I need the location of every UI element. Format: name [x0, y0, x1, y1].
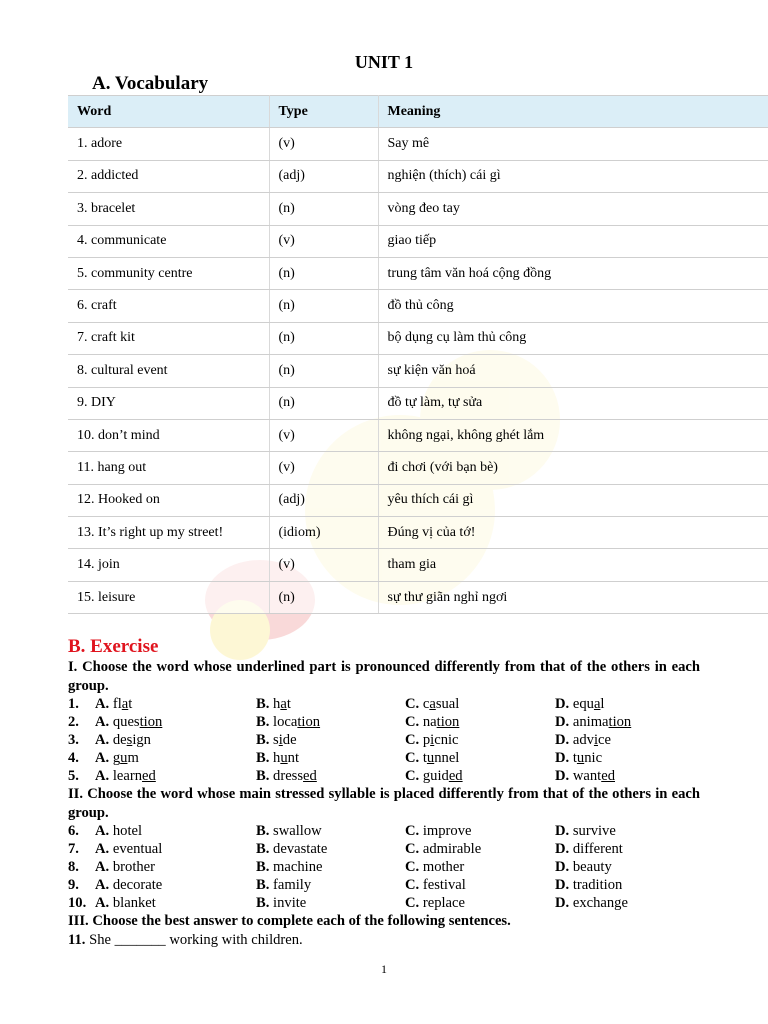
option-letter: B. [256, 877, 270, 893]
option-word: tradition [572, 877, 623, 893]
answer-option[interactable] [256, 731, 297, 749]
option-letter: B. [256, 895, 270, 911]
option-letter: A. [95, 841, 110, 857]
table-row [68, 128, 768, 160]
underlined-part: u [280, 750, 288, 766]
word-part: h [273, 696, 281, 712]
answer-option[interactable] [256, 894, 306, 912]
answer-option[interactable] [95, 840, 162, 858]
vocab-word: 2. addicted [68, 160, 269, 192]
option-letter: D. [555, 768, 570, 784]
question-number: 4. [68, 750, 79, 766]
answer-option[interactable] [555, 767, 615, 785]
word-part: nt [287, 750, 299, 766]
option-letter: C. [405, 696, 420, 712]
option-letter: B. [256, 750, 270, 766]
table-header-row [68, 96, 768, 128]
question-row [68, 894, 708, 912]
vocab-word: 12. Hooked on [68, 484, 269, 516]
option-letter: B. [256, 732, 270, 748]
option-letter: A. [95, 859, 110, 875]
option-letter: D. [555, 714, 570, 730]
option-word: blanket [112, 895, 156, 911]
word-part: nic [584, 750, 603, 766]
vocab-word: 5. community centre [68, 257, 269, 289]
word-part: adv [572, 732, 594, 748]
vocab-word: 8. cultural event [68, 355, 269, 387]
question-number: 7. [68, 841, 79, 857]
word-part: nnel [434, 750, 460, 766]
question-row [68, 749, 708, 767]
vocab-word: 7. craft kit [68, 322, 269, 354]
word-part: ce [598, 732, 611, 748]
column-header-type: Type [269, 96, 378, 128]
option-letter: D. [555, 877, 570, 893]
vocab-word: 3. bracelet [68, 193, 269, 225]
answer-option[interactable] [405, 713, 459, 731]
option-letter: D. [555, 696, 570, 712]
page-number: 1 [381, 962, 387, 976]
underlined-part: ed [142, 768, 156, 784]
table-row [68, 257, 768, 289]
vocabulary-heading: A. Vocabulary [92, 73, 209, 94]
vocab-type: (n) [269, 257, 378, 289]
vocab-type: (v) [269, 225, 378, 257]
underlined-part: u [120, 750, 128, 766]
answer-option[interactable] [256, 713, 320, 731]
option-letter: A. [95, 877, 110, 893]
option-letter: A. [95, 732, 110, 748]
vocab-type: (v) [269, 549, 378, 581]
question-number: 9. [68, 877, 79, 893]
question-number: 6. [68, 823, 79, 839]
word-part: c [422, 696, 430, 712]
vocab-meaning: không ngại, không ghét lắm [378, 419, 768, 451]
answer-option[interactable] [256, 749, 299, 767]
vocab-type: (idiom) [269, 517, 378, 549]
word-part: equ [572, 696, 594, 712]
word-part: h [273, 750, 281, 766]
option-letter: C. [405, 768, 420, 784]
answer-option[interactable] [95, 876, 162, 894]
option-letter: B. [256, 823, 270, 839]
vocab-word: 6. craft [68, 290, 269, 322]
option-word: mother [422, 859, 465, 875]
vocab-meaning: trung tâm văn hoá cộng đồng [378, 257, 768, 289]
answer-option[interactable] [256, 840, 327, 858]
answer-option[interactable] [405, 767, 463, 785]
option-letter: C. [405, 732, 420, 748]
option-letter: D. [555, 750, 570, 766]
page-title: UNIT 1 [354, 52, 414, 72]
question-number: 10. [68, 895, 87, 911]
underlined-part: u [426, 750, 435, 766]
underlined-part: tion [297, 714, 321, 730]
option-letter: D. [555, 732, 570, 748]
question-text: She _______ working with children. [89, 932, 303, 948]
answer-option[interactable] [256, 767, 317, 785]
underlined-part: ed [448, 768, 463, 784]
vocab-meaning: Say mê [378, 128, 768, 160]
vocab-meaning: Đúng vị của tớ! [378, 517, 768, 549]
option-letter: A. [95, 768, 110, 784]
underlined-part: i [278, 732, 283, 748]
question-row [68, 840, 708, 858]
word-part: g [112, 750, 121, 766]
option-letter: C. [405, 877, 420, 893]
section-2-instruction: II. Choose the word whose main stressed syllable is placed differently from that of the others in each group. [68, 786, 700, 821]
underlined-part: a [593, 696, 601, 712]
table-row [68, 419, 768, 451]
option-word: admirable [422, 841, 482, 857]
vocab-type: (n) [269, 322, 378, 354]
answer-option[interactable] [555, 713, 631, 731]
table-row [68, 549, 768, 581]
underlined-part: a [429, 696, 436, 712]
option-letter: D. [555, 841, 570, 857]
option-letter: A. [95, 750, 110, 766]
column-header-meaning: Meaning [378, 96, 768, 128]
word-part: anima [572, 714, 609, 730]
option-letter: D. [555, 823, 570, 839]
word-part: learn [112, 768, 143, 784]
vocab-meaning: đồ thủ công [378, 290, 768, 322]
question-row [68, 767, 708, 785]
word-part: guid [422, 768, 449, 784]
answer-option[interactable] [405, 840, 481, 858]
option-letter: B. [256, 841, 270, 857]
option-letter: B. [256, 768, 270, 784]
answer-option[interactable] [95, 822, 142, 840]
vocab-word: 11. hang out [68, 452, 269, 484]
answer-option[interactable] [405, 749, 459, 767]
question-row [68, 731, 708, 749]
option-word: festival [422, 877, 466, 893]
table-row [68, 193, 768, 225]
table-row [68, 581, 768, 613]
table-row [68, 355, 768, 387]
vocab-meaning: bộ dụng cụ làm thủ công [378, 322, 768, 354]
option-letter: D. [555, 895, 570, 911]
word-part: dress [273, 768, 304, 784]
underlined-part: tion [436, 714, 460, 730]
underlined-part: i [430, 732, 435, 748]
vocab-type: (adj) [269, 160, 378, 192]
vocab-meaning: đồ tự làm, tự sửa [378, 387, 768, 419]
word-part: loca [273, 714, 298, 730]
word-part: fl [112, 696, 122, 712]
answer-option[interactable] [555, 858, 612, 876]
answer-option[interactable] [555, 822, 616, 840]
answer-option[interactable] [405, 876, 466, 894]
question-row [68, 695, 708, 713]
option-letter: A. [95, 895, 110, 911]
option-word: beauty [572, 859, 612, 875]
answer-option[interactable] [95, 713, 162, 731]
answer-option[interactable] [256, 876, 311, 894]
vocab-type: (n) [269, 581, 378, 613]
answer-option[interactable] [95, 695, 132, 713]
table-row [68, 225, 768, 257]
word-part: ign [132, 732, 151, 748]
underlined-part: i [593, 732, 598, 748]
question-number: 2. [68, 714, 79, 730]
vocab-meaning: tham gia [378, 549, 768, 581]
answer-option[interactable] [405, 731, 459, 749]
option-letter: C. [405, 859, 420, 875]
table-row [68, 160, 768, 192]
underlined-part: tion [139, 714, 163, 730]
option-letter: D. [555, 859, 570, 875]
table-row [68, 322, 768, 354]
column-header-word: Word [68, 96, 269, 128]
word-part: p [422, 732, 431, 748]
word-part: t [572, 750, 577, 766]
option-word: improve [422, 823, 472, 839]
answer-option[interactable] [95, 767, 156, 785]
answer-option[interactable] [555, 731, 611, 749]
option-letter: B. [256, 714, 270, 730]
option-word: devastate [273, 841, 328, 857]
word-part: m [127, 750, 139, 766]
word-part: t [422, 750, 427, 766]
question-number: 8. [68, 859, 79, 875]
option-word: family [273, 877, 312, 893]
table-row [68, 484, 768, 516]
vocab-type: (adj) [269, 484, 378, 516]
option-letter: C. [405, 750, 420, 766]
option-word: exchange [572, 895, 628, 911]
vocab-type: (v) [269, 452, 378, 484]
question-number: 3. [68, 732, 79, 748]
section-1-instruction: I. Choose the word whose underlined part is pronounced differently from that of the others in each group. [68, 659, 700, 694]
answer-option[interactable] [95, 749, 139, 767]
option-word: decorate [112, 877, 163, 893]
word-part: cnic [434, 732, 459, 748]
underlined-part: tion [608, 714, 632, 730]
answer-option[interactable] [555, 876, 622, 894]
word-part: de [112, 732, 127, 748]
exercise-heading: B. Exercise [68, 636, 159, 657]
option-word: invite [273, 895, 307, 911]
word-part: t [128, 696, 133, 712]
question-row [68, 713, 708, 731]
underlined-part: a [121, 696, 129, 712]
word-part: sual [435, 696, 460, 712]
answer-option[interactable] [405, 695, 459, 713]
vocab-meaning: đi chơi (với bạn bè) [378, 452, 768, 484]
vocab-word: 10. don’t mind [68, 419, 269, 451]
underlined-part: u [576, 750, 585, 766]
vocab-meaning: sự kiện văn hoá [378, 355, 768, 387]
vocab-meaning: giao tiếp [378, 225, 768, 257]
question-row [68, 858, 708, 876]
word-part: de [282, 732, 297, 748]
option-letter: B. [256, 696, 270, 712]
option-letter: C. [405, 823, 420, 839]
question-number: 5. [68, 768, 79, 784]
question-number: 1. [68, 696, 79, 712]
word-part: na [422, 714, 437, 730]
answer-option[interactable] [405, 822, 472, 840]
option-letter: C. [405, 841, 420, 857]
question-11 [68, 932, 303, 949]
option-word: hotel [112, 823, 143, 839]
answer-option[interactable] [555, 695, 604, 713]
table-row [68, 387, 768, 419]
underlined-part: s [126, 732, 133, 748]
answer-option[interactable] [555, 749, 602, 767]
table-row [68, 452, 768, 484]
vocab-meaning: vòng đeo tay [378, 193, 768, 225]
answer-option[interactable] [256, 822, 322, 840]
section-3-instruction: III. Choose the best answer to complete each of the following sentences. [68, 913, 511, 929]
answer-option[interactable] [256, 695, 291, 713]
answer-option[interactable] [555, 840, 623, 858]
vocab-meaning: sự thư giãn nghỉ ngơi [378, 581, 768, 613]
vocab-word: 1. adore [68, 128, 269, 160]
underlined-part: a [280, 696, 287, 712]
option-word: survive [572, 823, 616, 839]
question-row [68, 876, 708, 894]
word-part: want [572, 768, 602, 784]
option-word: replace [422, 895, 465, 911]
option-letter: A. [95, 823, 110, 839]
vocab-type: (n) [269, 387, 378, 419]
question-number: 11. [68, 932, 86, 948]
table-row [68, 517, 768, 549]
vocab-type: (v) [269, 419, 378, 451]
word-part: ques [112, 714, 140, 730]
option-letter: C. [405, 714, 420, 730]
vocabulary-table [68, 95, 768, 614]
answer-option[interactable] [405, 894, 465, 912]
option-letter: A. [95, 696, 110, 712]
underlined-part: ed [303, 768, 317, 784]
option-word: different [572, 841, 623, 857]
vocab-word: 15. leisure [68, 581, 269, 613]
vocab-meaning: yêu thích cái gì [378, 484, 768, 516]
vocab-meaning: nghiện (thích) cái gì [378, 160, 768, 192]
option-letter: C. [405, 895, 420, 911]
table-row [68, 290, 768, 322]
word-part: l [600, 696, 605, 712]
option-word: brother [112, 859, 156, 875]
vocab-type: (v) [269, 128, 378, 160]
answer-option[interactable] [256, 858, 322, 876]
vocab-word: 13. It’s right up my street! [68, 517, 269, 549]
vocab-word: 9. DIY [68, 387, 269, 419]
vocab-word: 4. communicate [68, 225, 269, 257]
word-part: t [286, 696, 291, 712]
underlined-part: ed [601, 768, 616, 784]
option-word: eventual [112, 841, 163, 857]
vocab-word: 14. join [68, 549, 269, 581]
vocab-type: (n) [269, 193, 378, 225]
vocab-type: (n) [269, 290, 378, 322]
question-row [68, 822, 708, 840]
option-word: swallow [273, 823, 322, 839]
answer-option[interactable] [95, 731, 151, 749]
option-word: machine [273, 859, 323, 875]
answer-option[interactable] [95, 894, 156, 912]
option-letter: B. [256, 859, 270, 875]
answer-option[interactable] [405, 858, 464, 876]
vocab-type: (n) [269, 355, 378, 387]
answer-option[interactable] [95, 858, 155, 876]
word-part: s [273, 732, 279, 748]
option-letter: A. [95, 714, 110, 730]
answer-option[interactable] [555, 894, 628, 912]
